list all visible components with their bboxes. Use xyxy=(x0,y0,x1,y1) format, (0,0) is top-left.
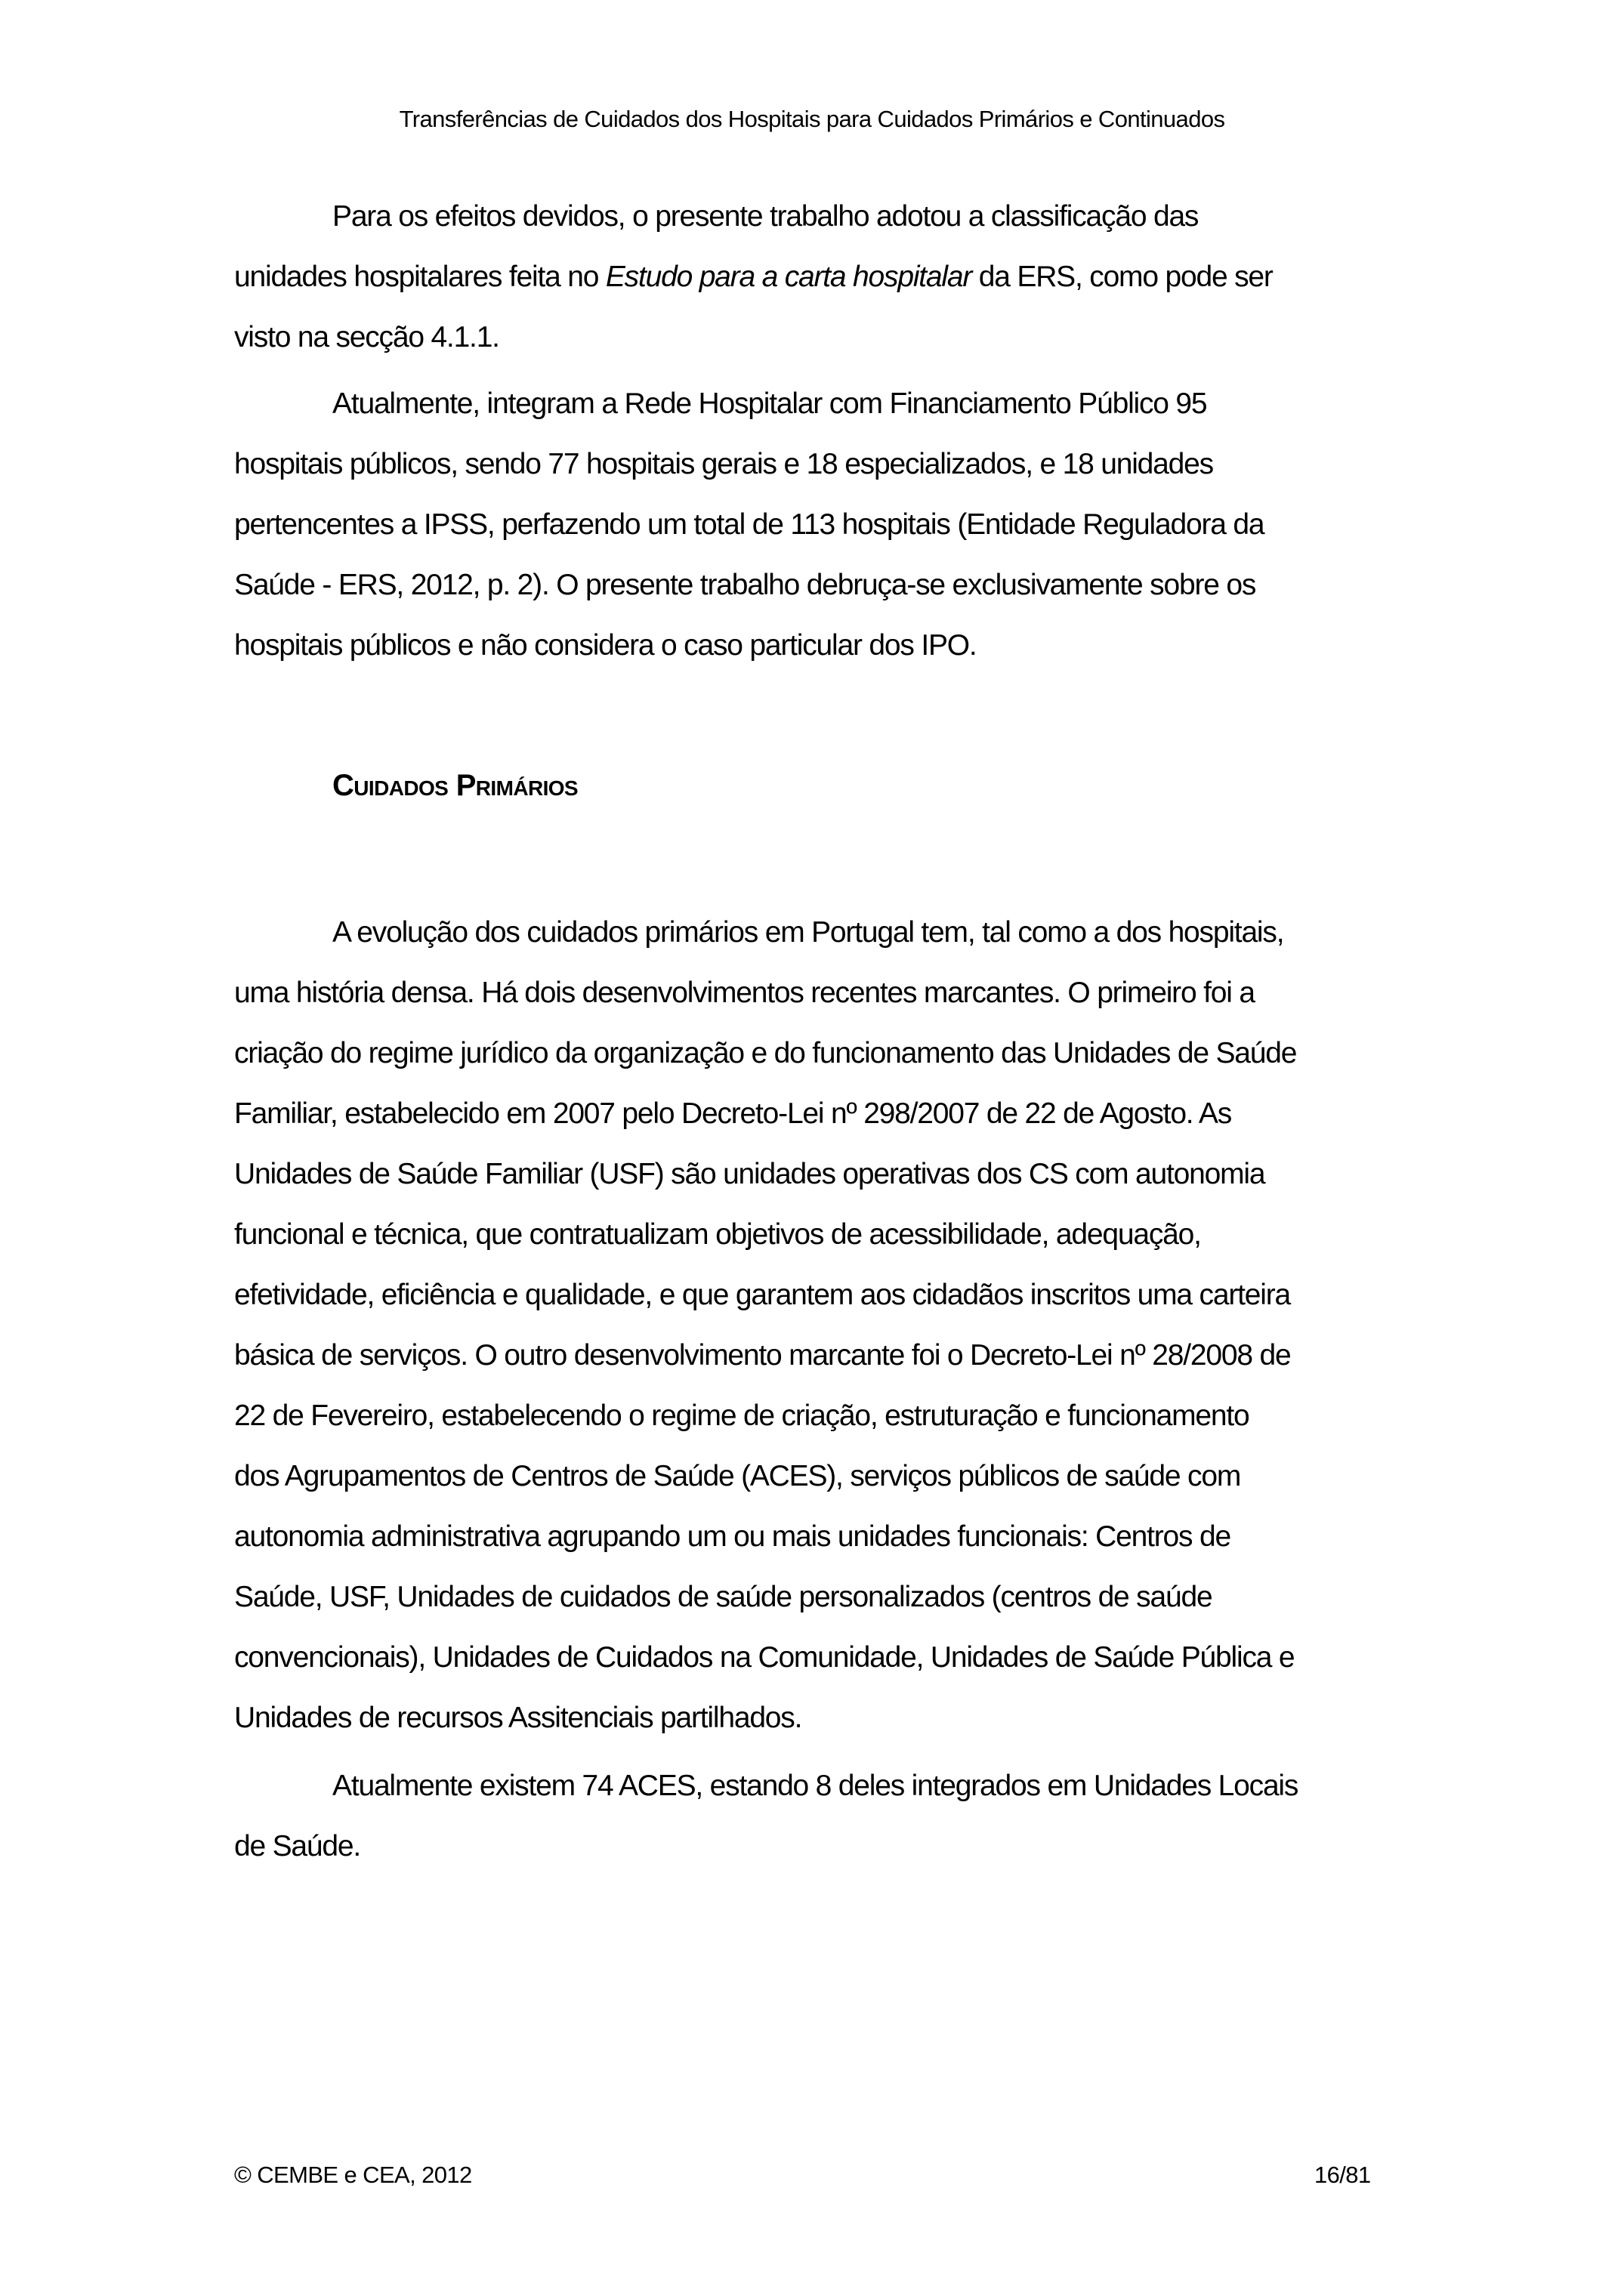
text-line: dos Agrupamentos de Centros de Saúde (ACES), serviços públicos de saúde com xyxy=(234,1460,1241,1492)
text-line: funcional e técnica, que contratualizam objetivos de acessibilidade, adequação, xyxy=(234,1218,1201,1251)
text-span: da ERS, como pode ser xyxy=(971,261,1273,293)
paragraph-primary-care-evolution xyxy=(234,903,1403,1748)
text-line: básica de serviços. O outro desenvolvimento marcante foi o Decreto-Lei nº 28/2008 de xyxy=(234,1339,1291,1372)
text-line: criação do regime jurídico da organização e do funcionamento das Unidades de Saúde xyxy=(234,1037,1297,1069)
text-line: hospitais públicos, sendo 77 hospitais gerais e 18 especializados, e 18 unidades xyxy=(234,448,1213,480)
text-line: Unidades de Saúde Familiar (USF) são unidades operativas dos CS com autonomia xyxy=(234,1158,1265,1190)
text-line: A evolução dos cuidados primários em Portugal tem, tal como a dos hospitais, xyxy=(332,916,1284,949)
text-line: hospitais públicos e não considera o caso particular dos IPO. xyxy=(234,629,977,662)
running-header: Transferências de Cuidados dos Hospitais para Cuidados Primários e Continuados xyxy=(399,106,1225,132)
text-line-with-italic-title xyxy=(234,247,1403,307)
footer-page-number: 16/81 xyxy=(1314,2162,1371,2188)
text-span: unidades hospitalares feita no xyxy=(234,261,606,293)
paragraph-classification xyxy=(234,187,1403,368)
text-line: Saúde, USF, Unidades de cuidados de saúde personalizados (centros de saúde xyxy=(234,1581,1212,1613)
text-line: Atualmente, integram a Rede Hospitalar com Financiamento Público 95 xyxy=(332,387,1207,420)
paragraph-hospital-network xyxy=(234,374,1403,676)
paragraph-aces-count xyxy=(234,1756,1403,1877)
cited-work-title: Estudo para a carta hospitalar xyxy=(605,261,972,293)
text-line: autonomia administrativa agrupando um ou mais unidades funcionais: Centros de xyxy=(234,1520,1230,1553)
text-line: visto na secção 4.1.1. xyxy=(234,321,499,353)
text-line: Saúde - ERS, 2012, p. 2). O presente trabalho debruça-se exclusivamente sobre os xyxy=(234,569,1256,601)
text-line: pertencentes a IPSS, perfazendo um total de 113 hospitais (Entidade Reguladora da xyxy=(234,508,1264,541)
text-line: 22 de Fevereiro, estabelecendo o regime de criação, estruturação e funcionamento xyxy=(234,1400,1249,1432)
text-line: Unidades de recursos Assitenciais partilhados. xyxy=(234,1702,802,1734)
text-line: uma história densa. Há dois desenvolvimentos recentes marcantes. O primeiro foi a xyxy=(234,977,1255,1009)
text-line: de Saúde. xyxy=(234,1830,361,1862)
section-heading: Cuidados Primários xyxy=(332,769,578,802)
text-line: convencionais), Unidades de Cuidados na Comunidade, Unidades de Saúde Pública e xyxy=(234,1641,1295,1674)
text-line: Para os efeitos devidos, o presente trabalho adotou a classificação das xyxy=(332,200,1199,233)
text-line: efetividade, eficiência e qualidade, e que garantem aos cidadãos inscritos uma carteira xyxy=(234,1279,1290,1311)
text-line: Familiar, estabelecido em 2007 pelo Decreto-Lei nº 298/2007 de 22 de Agosto. As xyxy=(234,1097,1232,1130)
footer-copyright: © CEMBE e CEA, 2012 xyxy=(234,2162,472,2188)
text-line: Atualmente existem 74 ACES, estando 8 deles integrados em Unidades Locais xyxy=(332,1770,1298,1802)
